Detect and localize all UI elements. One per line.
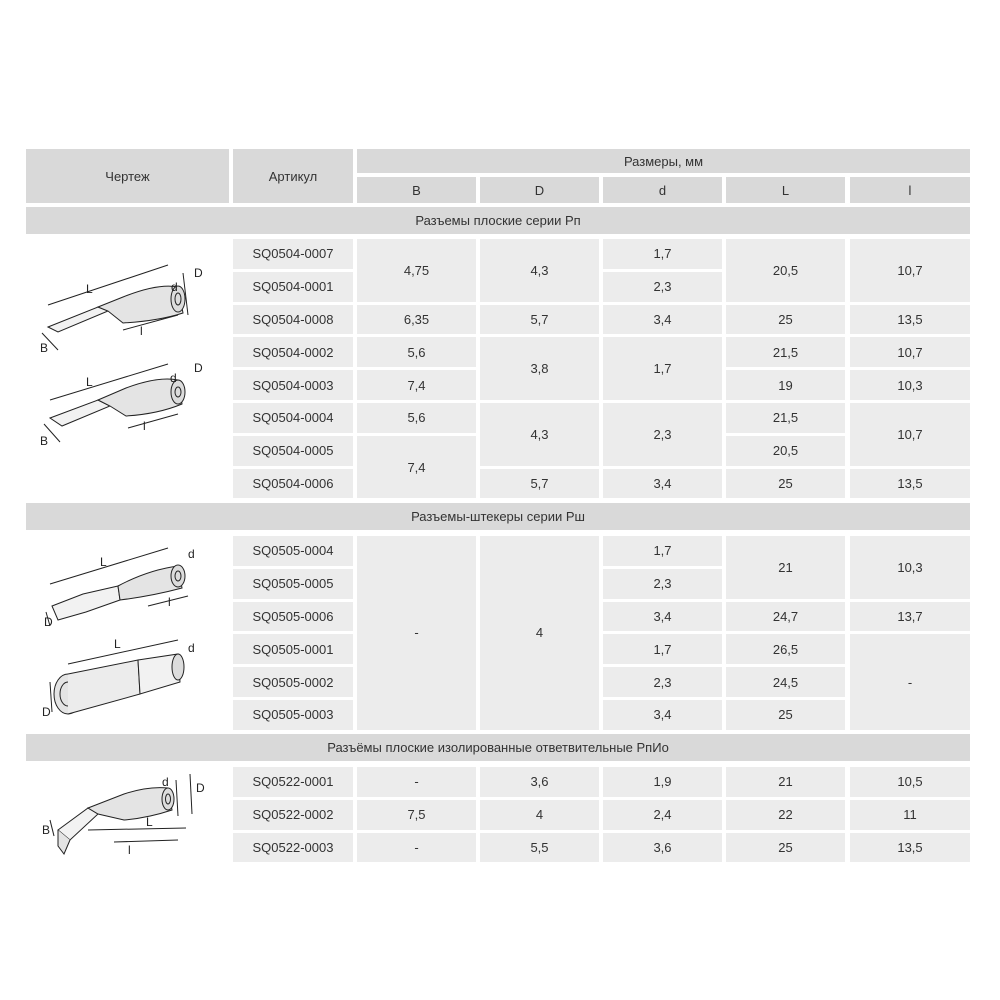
- article-cell: SQ0504-0004: [233, 403, 353, 433]
- value-l-small: 13,5: [850, 833, 970, 863]
- dimension-label-B: B: [42, 823, 51, 837]
- value-L: 21: [726, 536, 845, 599]
- drawing-flat-connector-2: [28, 360, 228, 455]
- value-D: 4,3: [480, 403, 599, 466]
- value-D: 5,7: [480, 469, 599, 499]
- value-d-small: 2,3: [603, 272, 722, 302]
- value-B: -: [357, 536, 476, 730]
- dimension-label-D: D: [194, 361, 203, 375]
- header-col-L: L: [726, 177, 845, 203]
- article-cell: SQ0504-0008: [233, 305, 353, 335]
- dimension-label-l: l: [168, 595, 171, 609]
- value-L: 25: [726, 305, 845, 335]
- dimension-label-L: L: [100, 555, 107, 569]
- header-dimensions: Размеры, мм: [357, 149, 970, 173]
- value-D: 5,5: [480, 833, 599, 863]
- section-title: Разъёмы плоские изолированные ответвительные РпИо: [26, 734, 970, 761]
- article-cell: SQ0505-0006: [233, 602, 353, 632]
- value-D: 4,3: [480, 239, 599, 302]
- dimension-label-B: B: [40, 341, 49, 355]
- value-L: 21,5: [726, 337, 845, 367]
- drawing-flat-connector-1: [28, 255, 228, 365]
- article-cell: SQ0504-0003: [233, 370, 353, 400]
- article-cell: SQ0504-0001: [233, 272, 353, 302]
- value-d-small: 1,7: [603, 634, 722, 664]
- value-B: 7,5: [357, 800, 476, 830]
- value-l-small: 13,5: [850, 305, 970, 335]
- article-cell: SQ0505-0001: [233, 634, 353, 664]
- value-B: 5,6: [357, 403, 476, 433]
- dimension-label-d: d: [188, 547, 195, 561]
- dimension-label-L: L: [86, 282, 93, 296]
- article-cell: SQ0522-0003: [233, 833, 353, 863]
- header-col-l-small: l: [850, 177, 970, 203]
- dimension-label-d: d: [162, 775, 169, 789]
- value-l-small: 10,5: [850, 767, 970, 797]
- value-l-small: 10,7: [850, 403, 970, 466]
- value-d-small: 2,4: [603, 800, 722, 830]
- value-L: 24,7: [726, 602, 845, 632]
- value-d-small: 1,7: [603, 337, 722, 400]
- value-l-small: 11: [850, 800, 970, 830]
- article-cell: SQ0505-0004: [233, 536, 353, 566]
- value-D: 4: [480, 800, 599, 830]
- dimension-label-D: D: [194, 266, 203, 280]
- value-l-small: -: [850, 634, 970, 729]
- drawing-plug-1: [28, 540, 228, 635]
- article-cell: SQ0504-0005: [233, 436, 353, 466]
- value-L: 26,5: [726, 634, 845, 664]
- article-cell: SQ0504-0007: [233, 239, 353, 269]
- value-L: 25: [726, 700, 845, 730]
- value-B: 6,35: [357, 305, 476, 335]
- value-l-small: 10,7: [850, 239, 970, 302]
- value-L: 20,5: [726, 239, 845, 302]
- article-cell: SQ0505-0005: [233, 569, 353, 599]
- value-L: 19: [726, 370, 845, 400]
- value-L: 22: [726, 800, 845, 830]
- value-d-small: 2,3: [603, 667, 722, 697]
- dimension-label-l: l: [140, 324, 143, 338]
- value-B: 7,4: [357, 436, 476, 499]
- value-d-small: 2,3: [603, 403, 722, 466]
- article-cell: SQ0522-0002: [233, 800, 353, 830]
- article-cell: SQ0505-0002: [233, 667, 353, 697]
- header-drawing: Чертеж: [26, 149, 229, 203]
- value-L: 21,5: [726, 403, 845, 433]
- value-l-small: 13,5: [850, 469, 970, 499]
- value-d-small: 1,7: [603, 536, 722, 566]
- dimension-label-D: D: [42, 705, 51, 719]
- dimension-label-B: B: [40, 434, 49, 448]
- value-d-small: 2,3: [603, 569, 722, 599]
- value-d-small: 3,4: [603, 305, 722, 335]
- header-col-D: D: [480, 177, 599, 203]
- header-col-B: B: [357, 177, 476, 203]
- dimension-label-l: l: [143, 419, 146, 433]
- dimension-label-L: L: [114, 637, 121, 651]
- article-cell: SQ0522-0001: [233, 767, 353, 797]
- value-L: 21: [726, 767, 845, 797]
- dimension-label-d: d: [188, 641, 195, 655]
- value-l-small: 13,7: [850, 602, 970, 632]
- value-L: 20,5: [726, 436, 845, 466]
- value-d-small: 1,7: [603, 239, 722, 269]
- header-article: Артикул: [233, 149, 353, 203]
- value-D: 3,6: [480, 767, 599, 797]
- value-B: -: [357, 767, 476, 797]
- article-cell: SQ0504-0006: [233, 469, 353, 499]
- drawing-plug-2: [28, 632, 228, 727]
- drawing-branch-connector: [28, 770, 228, 865]
- value-B: 7,4: [357, 370, 476, 400]
- dimension-label-l: l: [128, 843, 131, 857]
- value-L: 24,5: [726, 667, 845, 697]
- value-l-small: 10,3: [850, 370, 970, 400]
- section-title: Разъемы плоские серии Рп: [26, 207, 970, 234]
- dimension-label-D: D: [196, 781, 205, 795]
- value-L: 25: [726, 469, 845, 499]
- value-D: 4: [480, 536, 599, 730]
- value-l-small: 10,3: [850, 536, 970, 599]
- value-D: 3,8: [480, 337, 599, 400]
- value-d-small: 3,4: [603, 700, 722, 730]
- value-d-small: 3,6: [603, 833, 722, 863]
- section-title: Разъемы-штекеры серии Рш: [26, 503, 970, 530]
- value-d-small: 3,4: [603, 469, 722, 499]
- value-B: 4,75: [357, 239, 476, 302]
- value-B: -: [357, 833, 476, 863]
- dimension-label-D: D: [44, 615, 53, 629]
- value-D: 5,7: [480, 305, 599, 335]
- header-col-d-small: d: [603, 177, 722, 203]
- dimension-label-L: L: [86, 375, 93, 389]
- value-l-small: 10,7: [850, 337, 970, 367]
- dimension-label-d: d: [170, 371, 177, 385]
- value-d-small: 3,4: [603, 602, 722, 632]
- value-d-small: 1,9: [603, 767, 722, 797]
- article-cell: SQ0505-0003: [233, 700, 353, 730]
- value-L: 25: [726, 833, 845, 863]
- dimension-label-L: L: [146, 815, 153, 829]
- article-cell: SQ0504-0002: [233, 337, 353, 367]
- dimension-label-d: d: [171, 280, 178, 294]
- value-B: 5,6: [357, 337, 476, 367]
